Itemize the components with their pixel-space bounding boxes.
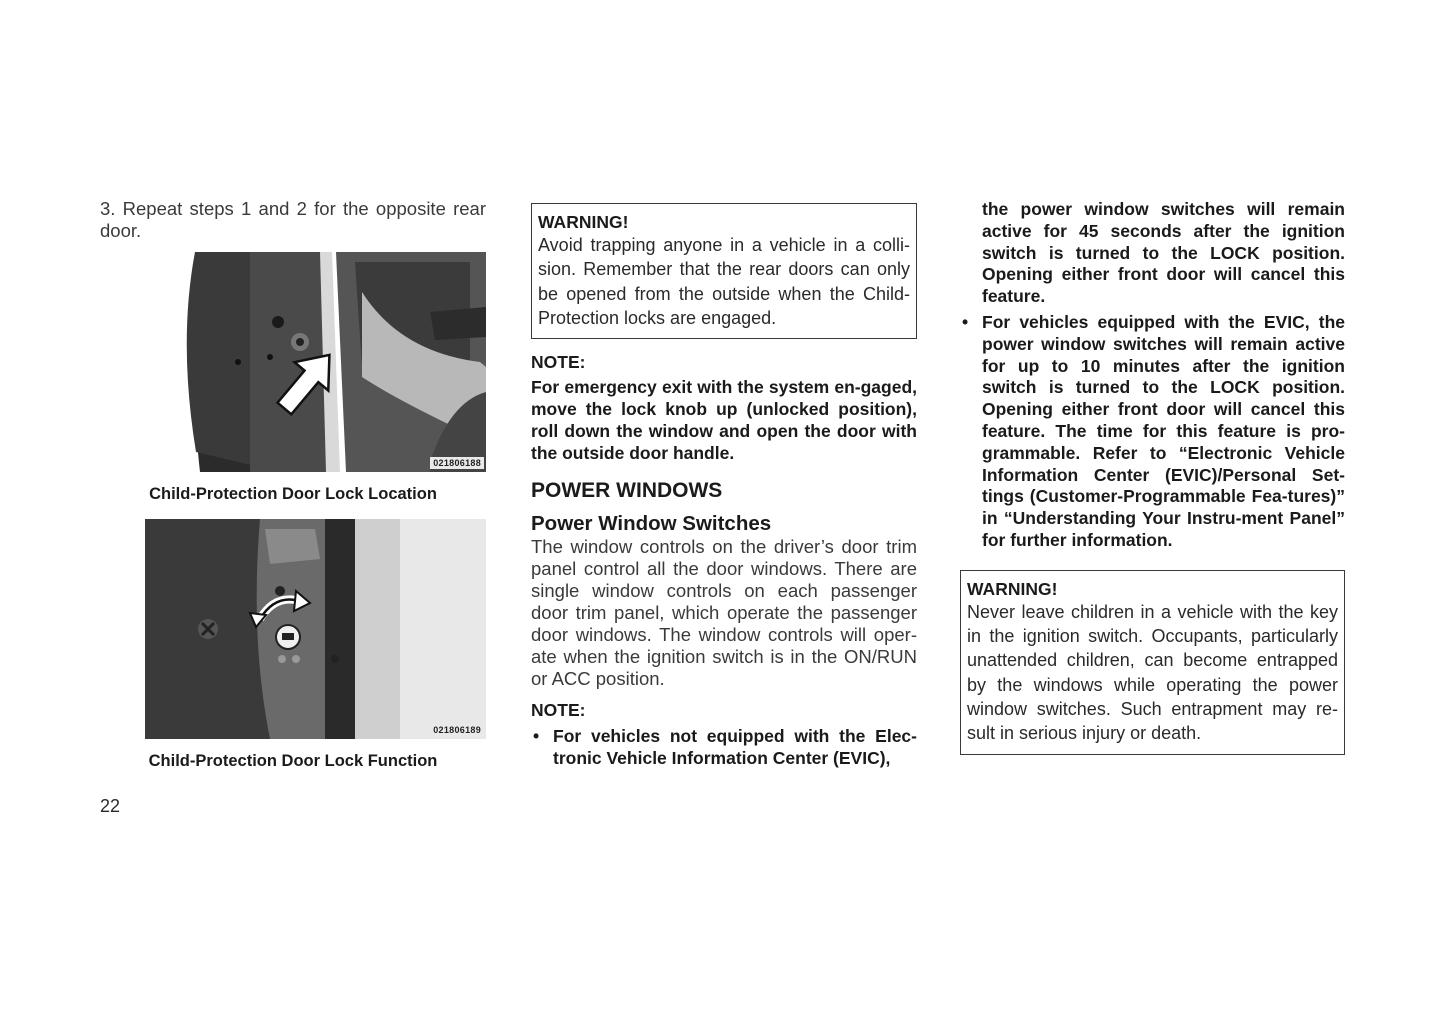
note-title: NOTE:	[531, 352, 586, 373]
warning-title: WARNING!	[538, 212, 629, 232]
figure-caption-2: Child-Protection Door Lock Function	[148, 752, 438, 770]
bullet-with-evic: • For vehicles equipped with the EVIC, the power window switches will remain active for up to 10 minutes after the ignition switch is turned to the LOCK position. Opening either front door will cancel this feature. The time for this feature is pro-grammable. Refer to “Electronic Vehicle Information Center (EVIC)/Personal Set-tings (Customer-Programmable Fea-tures)” in “Understanding Your Instru-ment Panel” for further information.	[960, 312, 1345, 552]
page-number: 22	[100, 796, 121, 816]
bullet-no-evic-continued: the power window switches will remain active for 45 seconds after the ignition switch is turned to the LOCK position. Opening either front door will cancel this feature.	[982, 199, 1345, 307]
section-heading-power-windows: POWER WINDOWS	[531, 479, 723, 503]
warning-box-ignition-key	[960, 570, 1345, 755]
bullet-no-evic: • For vehicles not equipped with the Elec-tronic Vehicle Information Center (EVIC),	[531, 726, 917, 770]
figure-caption-1: Child-Protection Door Lock Location	[149, 485, 437, 503]
note-title-2: NOTE:	[531, 699, 586, 720]
figure-code-2: 021806189	[430, 724, 484, 736]
figure-door-lock-function	[100, 519, 486, 739]
figure-door-lock-location	[100, 252, 486, 472]
door-lock-function-illustration	[100, 519, 486, 739]
warning-box-child-protection	[531, 203, 917, 339]
note-bullet-list	[531, 726, 917, 770]
middle-column	[531, 203, 917, 769]
left-column	[100, 198, 486, 771]
figure-code-1: 021806188	[430, 457, 484, 469]
warning-title-2: WARNING!	[967, 578, 1058, 599]
note-bullet-list-continued	[960, 312, 1345, 552]
door-lock-location-illustration	[100, 252, 486, 472]
note-body-emergency-exit: For emergency exit with the system en-gaged, move the lock knob up (unlocked position), roll down the window and open the door with the outside door handle.	[531, 377, 917, 463]
warning-body-2: Never leave children in a vehicle with the key in the ignition switch. Occupants, particularly unattended children, can become entrapped by the windows while operating the power window switches. Such entrapment may re-sult in serious injury or death.	[967, 601, 1338, 744]
power-window-paragraph: The window controls on the driver’s door trim panel control all the door windows. There are single window controls on each passenger door trim panel, which operate the passenger door windows. The window controls will oper-ate when the ignition switch is in the ON/RUN or ACC position.	[531, 536, 917, 689]
right-column	[960, 199, 1345, 755]
subsection-heading-power-window-switches: Power Window Switches	[531, 512, 772, 536]
step-3-text: 3. Repeat steps 1 and 2 for the opposite rear door.	[100, 198, 486, 241]
warning-body: Avoid trapping anyone in a vehicle in a colli-sion. Remember that the rear doors can only be opened from the outside when the Child-Protection locks are engaged.	[538, 235, 910, 328]
